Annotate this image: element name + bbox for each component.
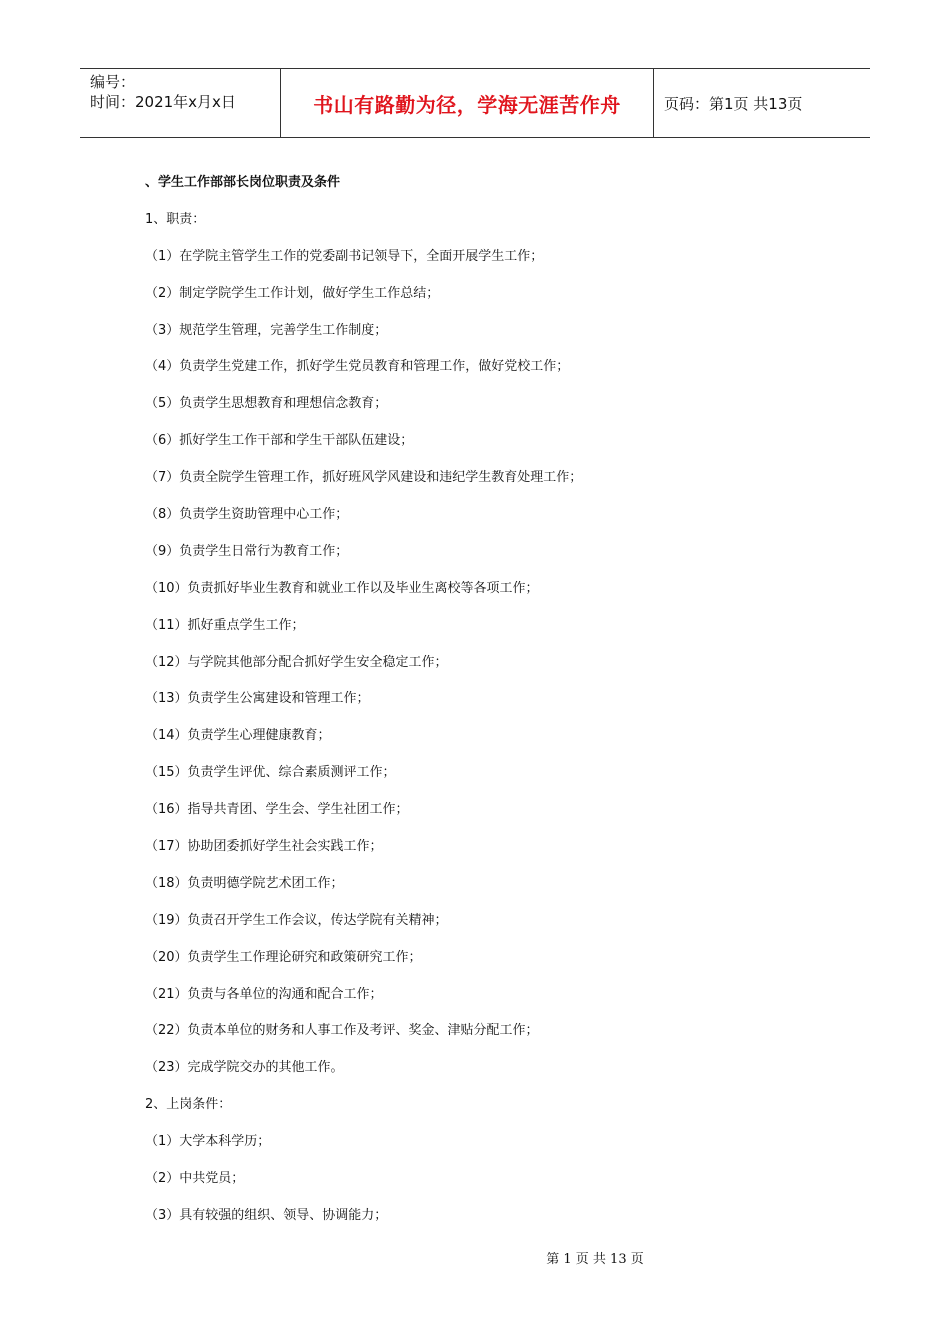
list-item: （6）抓好学生工作干部和学生干部队伍建设；: [145, 433, 414, 449]
list-item: （14）负责学生心理健康教育；: [145, 728, 331, 744]
list-item: （15）负责学生评优、综合素质测评工作；: [145, 765, 396, 781]
list-item: （17）协助团委抓好学生社会实践工作；: [145, 839, 383, 855]
doc-number-label: 编号：: [90, 73, 136, 91]
document-body: [145, 172, 845, 1242]
list-item: （23）完成学院交办的其他工作。: [145, 1060, 344, 1076]
list-item: （18）负责明德学院艺术团工作；: [145, 875, 344, 891]
list-item: （3）具有较强的组织、领导、协调能力；: [145, 1207, 388, 1223]
conditions-list: [145, 1131, 845, 1242]
duties-heading: 1、职责：: [145, 211, 206, 227]
list-item: （22）负责本单位的财务和人事工作及考评、奖金、津贴分配工作；: [145, 1023, 539, 1039]
list-item: （12）与学院其他部分配合抓好学生安全稳定工作；: [145, 654, 448, 670]
list-item: （21）负责与各单位的沟通和配合工作；: [145, 986, 383, 1002]
duties-list: [145, 246, 845, 1094]
page-header: [80, 68, 870, 138]
list-item: （7）负责全院学生管理工作，抓好班风学风建设和违纪学生教育处理工作；: [145, 470, 583, 486]
list-item: （5）负责学生思想教育和理想信念教育；: [145, 396, 388, 412]
list-item: （2）制定学院学生工作计划，做好学生工作总结；: [145, 285, 440, 301]
list-item: （19）负责召开学生工作会议，传达学院有关精神；: [145, 912, 448, 928]
list-item: （20）负责学生工作理论研究和政策研究工作；: [145, 949, 422, 965]
conditions-heading: 2、上岗条件：: [145, 1097, 232, 1113]
list-item: （11）抓好重点学生工作；: [145, 617, 305, 633]
list-item: （13）负责学生公寓建设和管理工作；: [145, 691, 370, 707]
list-item: （4）负责学生党建工作，抓好学生党员教育和管理工作，做好党校工作；: [145, 359, 570, 375]
footer-page-number: 第 1 页 共 13 页: [546, 1252, 644, 1267]
list-item: （8）负责学生资助管理中心工作；: [145, 507, 349, 523]
list-item: （1）在学院主管学生工作的党委副书记领导下，全面开展学生工作；: [145, 248, 544, 264]
list-item: （16）指导共青团、学生会、学生社团工作；: [145, 802, 409, 818]
list-item: （3）规范学生管理，完善学生工作制度；: [145, 322, 388, 338]
page-footer: [0, 1248, 950, 1267]
section-title: 、学生工作部部长岗位职责及条件: [145, 175, 341, 190]
list-item: （9）负责学生日常行为教育工作；: [145, 543, 349, 559]
header-page-info: 页码：第1页 共13页: [664, 94, 803, 113]
list-item: （2）中共党员；: [145, 1171, 245, 1187]
header-motto: 书山有路勤为径，学海无涯苦作舟: [281, 69, 654, 137]
list-item: （10）负责抓好毕业生教育和就业工作以及毕业生离校等各项工作；: [145, 580, 539, 596]
doc-time-label: 时间：2021年x月x日: [90, 93, 236, 111]
header-meta: [80, 69, 281, 137]
list-item: （1）大学本科学历；: [145, 1134, 271, 1150]
